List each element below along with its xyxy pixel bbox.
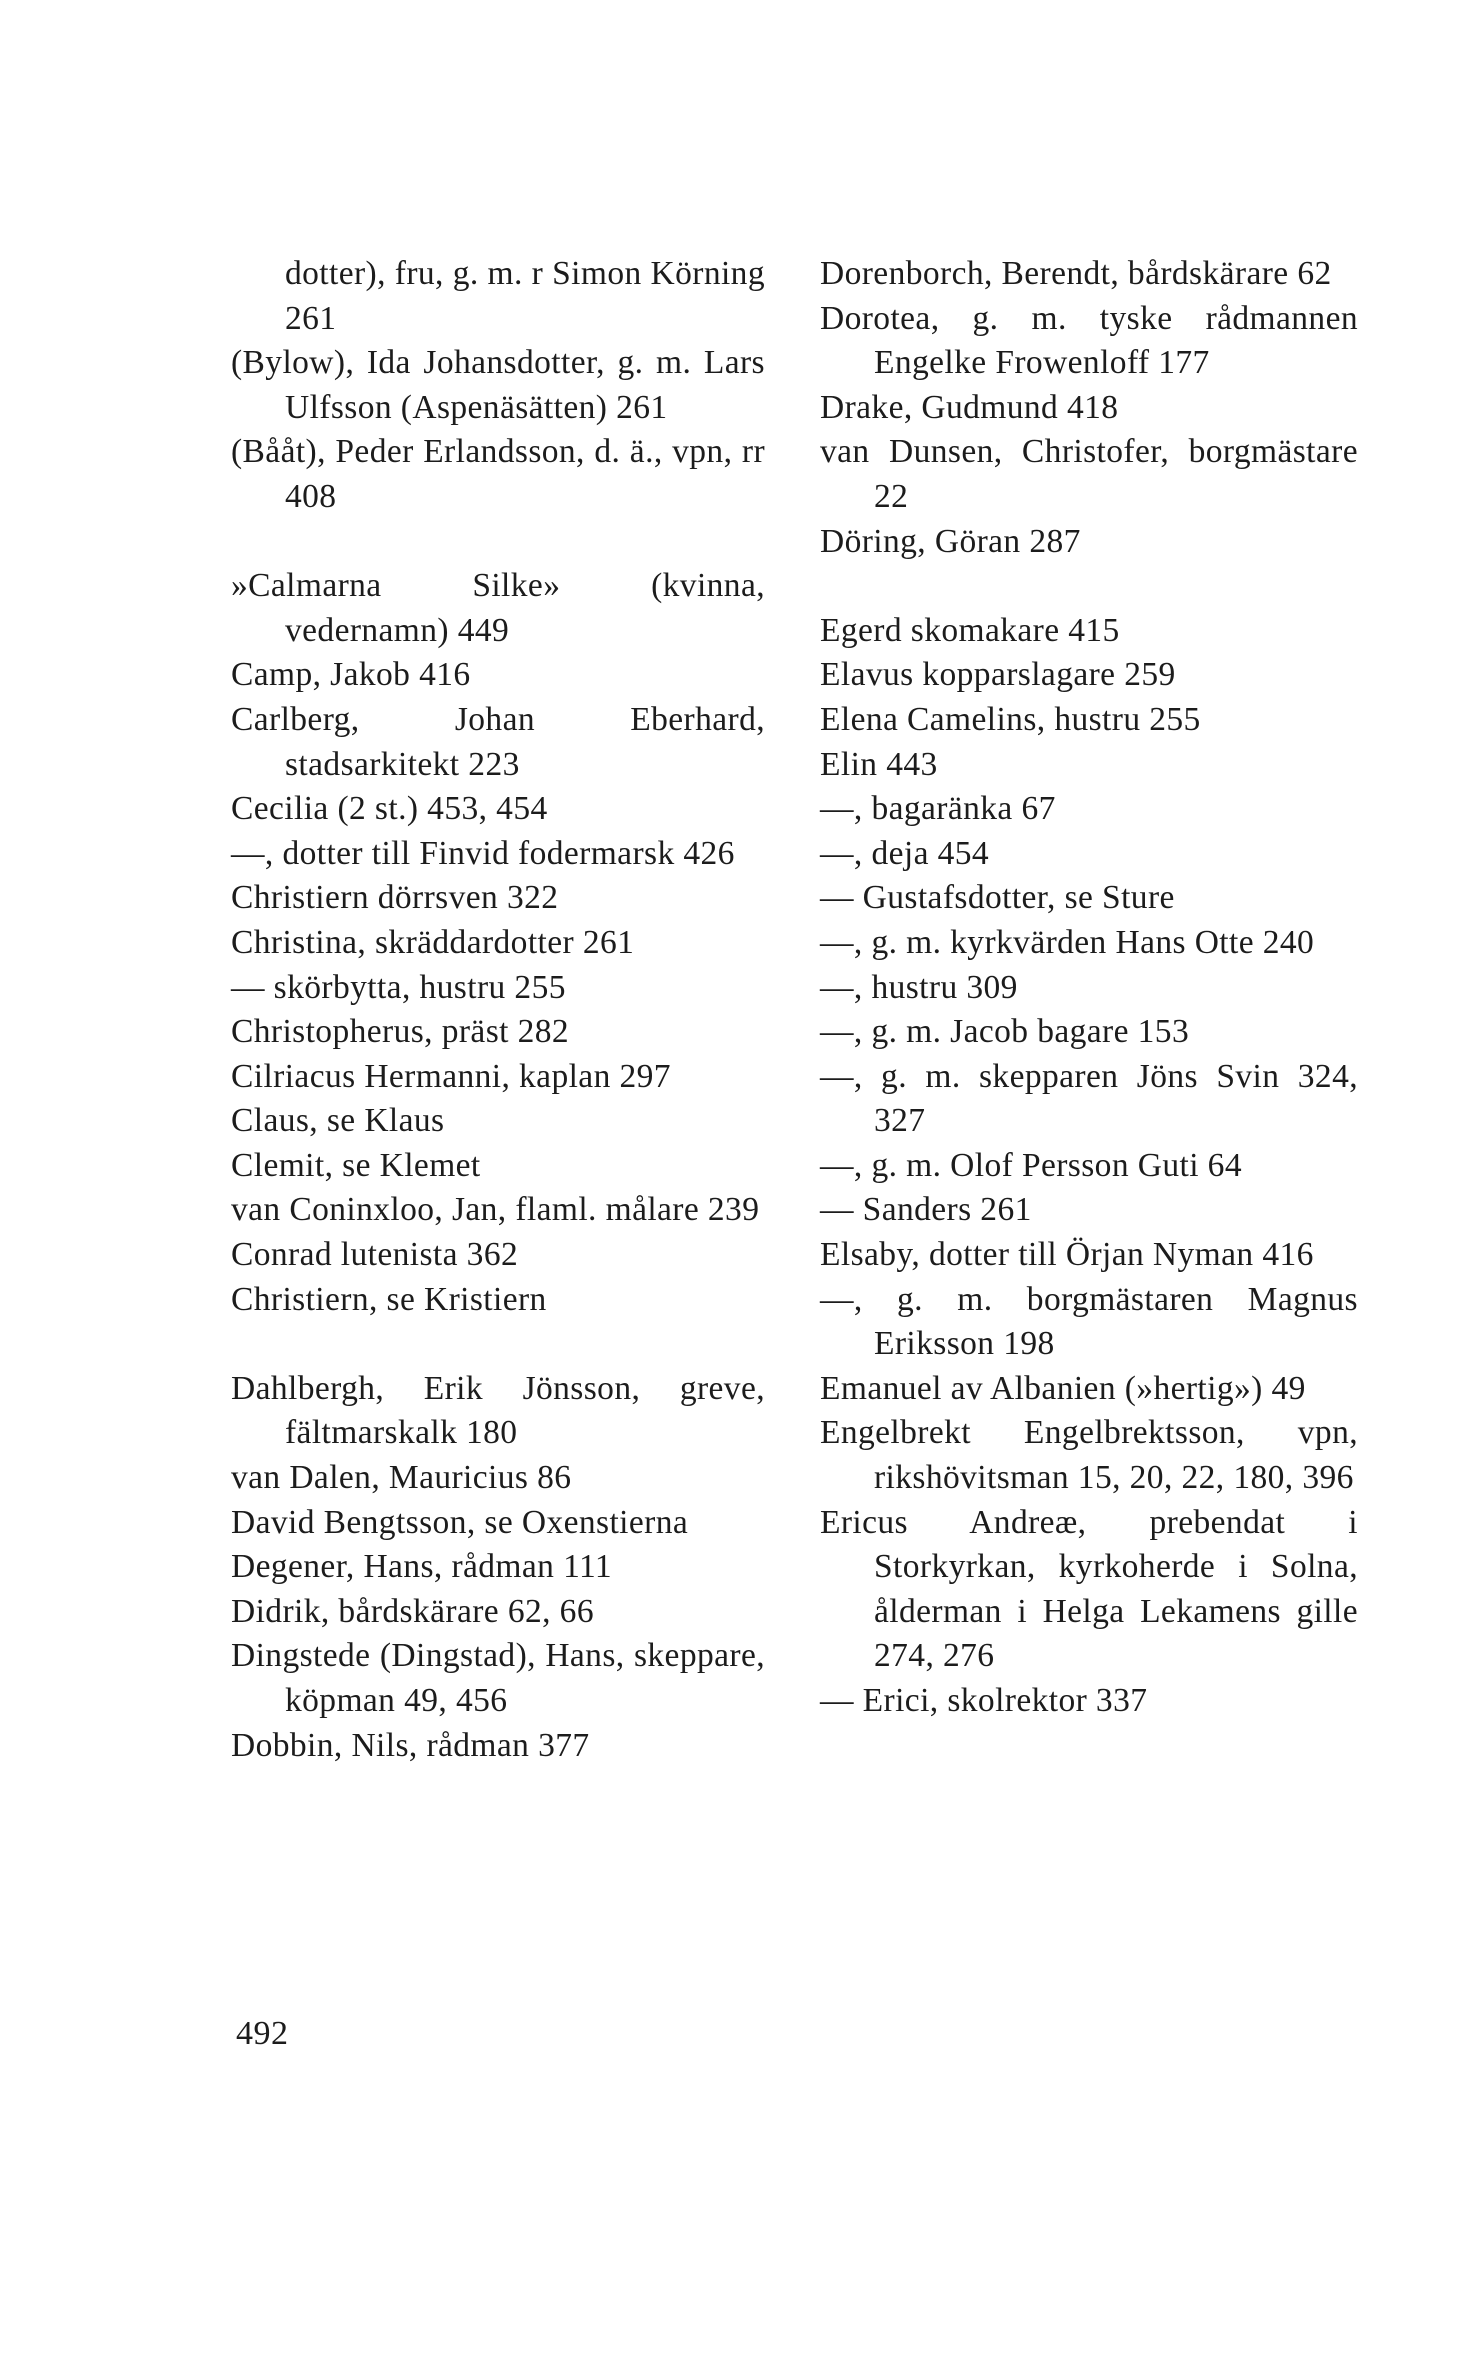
index-entry: —, g. m. skepparen Jöns Svin 324, 327 <box>820 1057 1358 1140</box>
index-entry: Clemit, se Klemet <box>231 1146 481 1184</box>
index-entry: —, bagaränka 67 <box>820 790 1056 828</box>
index-entry: dotter), fru, g. m. r Simon Körning 261 <box>285 255 765 337</box>
index-entry: Didrik, bårdskärare 62, 66 <box>231 1592 594 1630</box>
index-entry: Drake, Gudmund 418 <box>820 388 1119 426</box>
index-entry: — Gustafsdotter, se Sture <box>820 879 1175 917</box>
index-entry: Cecilia (2 st.) 453, 454 <box>231 790 548 828</box>
index-entry: (Bååt), Peder Erlandsson, d. ä., vpn, rr 408 <box>231 433 765 515</box>
index-entry: —, g. m. Jacob bagare 153 <box>820 1013 1190 1051</box>
index-entry: Engelbrekt Engelbrektsson, vpn, rikshövitsman 15, 20, 22, 180, 396 <box>820 1414 1358 1497</box>
index-entry: —, deja 454 <box>820 834 990 872</box>
index-entry: Elsaby, dotter till Örjan Nyman 416 <box>820 1236 1314 1274</box>
index-entry: Christopherus, präst 282 <box>231 1013 570 1051</box>
index-entry: Claus, se Klaus <box>231 1102 445 1140</box>
index-entry: Dorotea, g. m. tyske rådmannen Engelke Frowenloff 177 <box>820 299 1358 382</box>
index-entry: »Calmarna Silke» (kvinna, vedernamn) 449 <box>231 567 765 649</box>
index-entry: — skörbytta, hustru 255 <box>231 968 566 1006</box>
index-entry: Elavus kopparslagare 259 <box>820 656 1176 694</box>
index-entry: Degener, Hans, rådman 111 <box>231 1548 613 1586</box>
index-entry: Conrad lutenista 362 <box>231 1236 519 1274</box>
index-entry: —, dotter till Finvid fodermarsk 426 <box>231 834 735 872</box>
index-entry: Egerd skomakare 415 <box>820 611 1120 649</box>
index-entry: Dahlbergh, Erik Jönsson, greve, fältmarskalk 180 <box>231 1369 765 1452</box>
index-entry: Camp, Jakob 416 <box>231 656 471 694</box>
index-entry: Elin 443 <box>820 745 938 783</box>
index-entry: van Coninxloo, Jan, flaml. målare 239 <box>231 1191 760 1229</box>
index-entry: Christiern, se Kristiern <box>231 1280 547 1318</box>
index-entry: Emanuel av Albanien (»hertig») 49 <box>820 1369 1306 1407</box>
index-column-right <box>820 252 1358 1724</box>
page-number: 492 <box>236 2015 289 2052</box>
index-entry: van Dalen, Mauricius 86 <box>231 1459 572 1497</box>
index-entry: — Erici, skolrektor 337 <box>820 1682 1148 1719</box>
section-gap <box>231 520 765 565</box>
index-entry: van Dunsen, Christofer, borgmästare 22 <box>820 433 1358 515</box>
index-entry: Christiern dörrsven 322 <box>231 879 559 917</box>
index-entry: Dorenborch, Berendt, bårdskärare 62 <box>820 255 1332 292</box>
index-entry: Cilriacus Hermanni, kaplan 297 <box>231 1057 671 1095</box>
section-gap <box>231 1322 765 1367</box>
index-entry: (Bylow), Ida Johansdotter, g. m. Lars Ulfsson (Aspenäsätten) 261 <box>231 344 765 426</box>
index-entry: —, g. m. borgmästaren Magnus Eriksson 198 <box>820 1280 1358 1363</box>
index-entry: Döring, Göran 287 <box>820 522 1081 560</box>
index-entry: Carlberg, Johan Eberhard, stadsarkitekt 223 <box>231 700 765 783</box>
index-entry: Ericus Andreæ, prebendat i Storkyrkan, kyrkoherde i Solna, ålderman i Helga Lekamens gille 274, 276 <box>820 1503 1358 1675</box>
index-entry: Elena Camelins, hustru 255 <box>820 700 1201 738</box>
index-entry: Christina, skräddardotter 261 <box>231 923 635 961</box>
index-column-left <box>231 252 765 1768</box>
index-entry: David Bengtsson, se Oxenstierna <box>231 1503 689 1541</box>
index-entry: Dobbin, Nils, rådman 377 <box>231 1726 590 1764</box>
index-entry: Dingstede (Dingstad), Hans, skeppare, köpman 49, 456 <box>231 1637 765 1719</box>
index-entry: —, g. m. kyrkvärden Hans Otte 240 <box>820 923 1315 961</box>
section-gap <box>820 564 1358 609</box>
index-entry: —, hustru 309 <box>820 968 1018 1006</box>
index-entry: —, g. m. Olof Persson Guti 64 <box>820 1146 1242 1184</box>
index-entry: — Sanders 261 <box>820 1191 1032 1229</box>
